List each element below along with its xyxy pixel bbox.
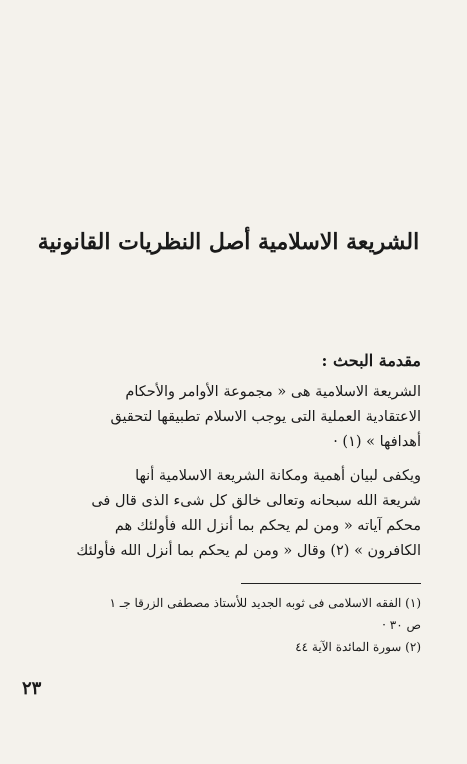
footnote-divider xyxy=(241,583,421,584)
paragraph-line: أهدافها » (١) · xyxy=(333,434,421,450)
paragraph-line: شريعة الله سبحانه وتعالى خالق كل شىء الذى قال فى xyxy=(91,493,421,509)
paragraph-line: الكافرون » (٢) وقال « ومن لم يحكم بما أنزل الله فأولئك xyxy=(76,543,421,559)
paragraph-line: ويكفى لبيان أهمية ومكانة الشريعة الاسلامية أنها xyxy=(135,468,421,484)
section-heading: مقدمة البحث : xyxy=(321,351,421,370)
paragraph-line: محكم آياته « ومن لم يحكم بما أنزل الله فأولئك هم xyxy=(114,518,421,534)
footnotes xyxy=(40,592,421,658)
page-title: الشريعة الاسلامية أصل النظريات القانونية xyxy=(37,229,420,255)
paragraph-line: الاعتقادية العملية التى يوجب الاسلام تطبيقها لتحقيق xyxy=(110,409,421,425)
page-number: ٢٣ xyxy=(22,678,42,699)
paragraph-importance xyxy=(42,464,421,564)
footnote: (٢) سورة المائدة الآية ٤٤ xyxy=(295,640,421,654)
paragraph-definition xyxy=(42,380,421,455)
footnote: (١) الفقه الاسلامى فى ثوبه الجديد للأستاذ مصطفى الزرقا جـ ١ xyxy=(109,596,421,610)
footnote: ص ٣٠ · xyxy=(382,618,421,632)
paragraph-line: الشريعة الاسلامية هى « مجموعة الأوامر والأحكام xyxy=(125,384,421,400)
